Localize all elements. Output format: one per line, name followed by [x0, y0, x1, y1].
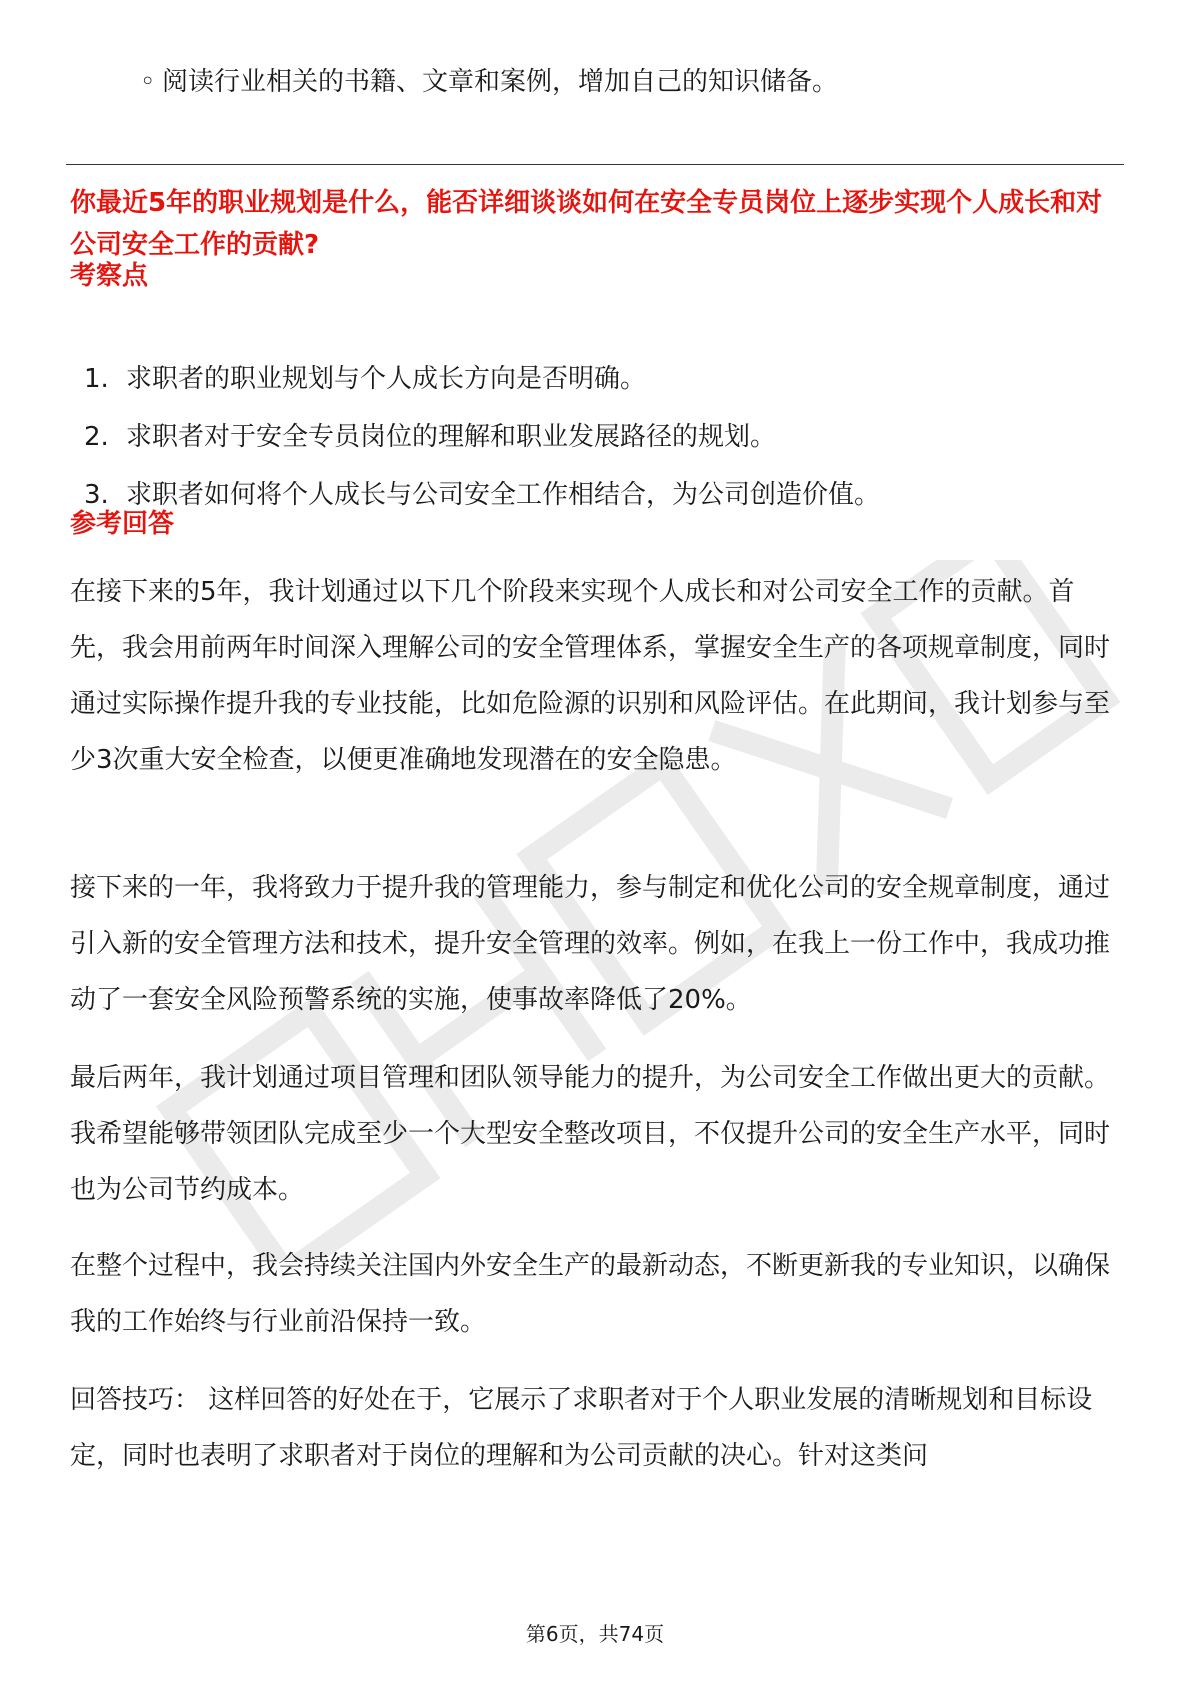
divider [66, 164, 1124, 165]
bullet-item [140, 62, 838, 102]
list-item: 1. 求职者的职业规划与个人成长方向是否明确。 [84, 364, 647, 394]
answer-paragraph: 接下来的一年，我将致力于提升我的管理能力，参与制定和优化公司的安全规章制度，通过引入新的安全管理方法和技术，提升安全管理的效率。例如，在我上一份工作中，我成功推动了一套安全风险预警系统的实施，使事故率降低了20%。 [70, 873, 1111, 1015]
list-item: 3. 求职者如何将个人成长与公司安全工作相结合，为公司创造价值。 [84, 480, 881, 510]
answer-paragraph: 在整个过程中，我会持续关注国内外安全生产的最新动态，不断更新我的专业知识，以确保我的工作始终与行业前沿保持一致。 [70, 1251, 1111, 1337]
answer-paragraph: 最后两年，我计划通过项目管理和团队领导能力的提升，为公司安全工作做出更大的贡献。我希望能够带领团队完成至少一个大型安全整改项目，不仅提升公司的安全生产水平，同时也为公司节约成本。 [70, 1063, 1111, 1205]
bullet-marker: ◦ [140, 67, 156, 97]
bullet-text: 阅读行业相关的书籍、文章和案例，增加自己的知识储备。 [162, 67, 839, 97]
answer-paragraph: 在接下来的5年，我计划通过以下几个阶段来实现个人成长和对公司安全工作的贡献。首先，我会用前两年时间深入理解公司的安全管理体系，掌握安全生产的各项规章制度，同时通过实际操作提升我的专业技能，比如危险源的识别和风险评估。在此期间，我计划参与至少3次重大安全检查，以便更准确地发现潜在的安全隐患。 [70, 577, 1111, 775]
exam-points-title: 考察点 [70, 261, 149, 291]
answer-tips-paragraph: 回答技巧： 这样回答的好处在于，它展示了求职者对于个人职业发展的清晰规划和目标设定，同时也表明了求职者对于岗位的理解和为公司贡献的决心。针对这类问 [70, 1385, 1093, 1471]
exam-points-list [84, 350, 880, 524]
question-heading: 你最近5年的职业规划是什么，能否详细谈谈如何在安全专员岗位上逐步实现个人成长和对公司安全工作的贡献? [70, 188, 1103, 260]
reference-answer-title: 参考回答 [70, 509, 175, 539]
list-item: 2. 求职者对于安全专员岗位的理解和职业发展路径的规划。 [84, 422, 777, 452]
page-footer: 第6页，共74页 [525, 1622, 665, 1646]
